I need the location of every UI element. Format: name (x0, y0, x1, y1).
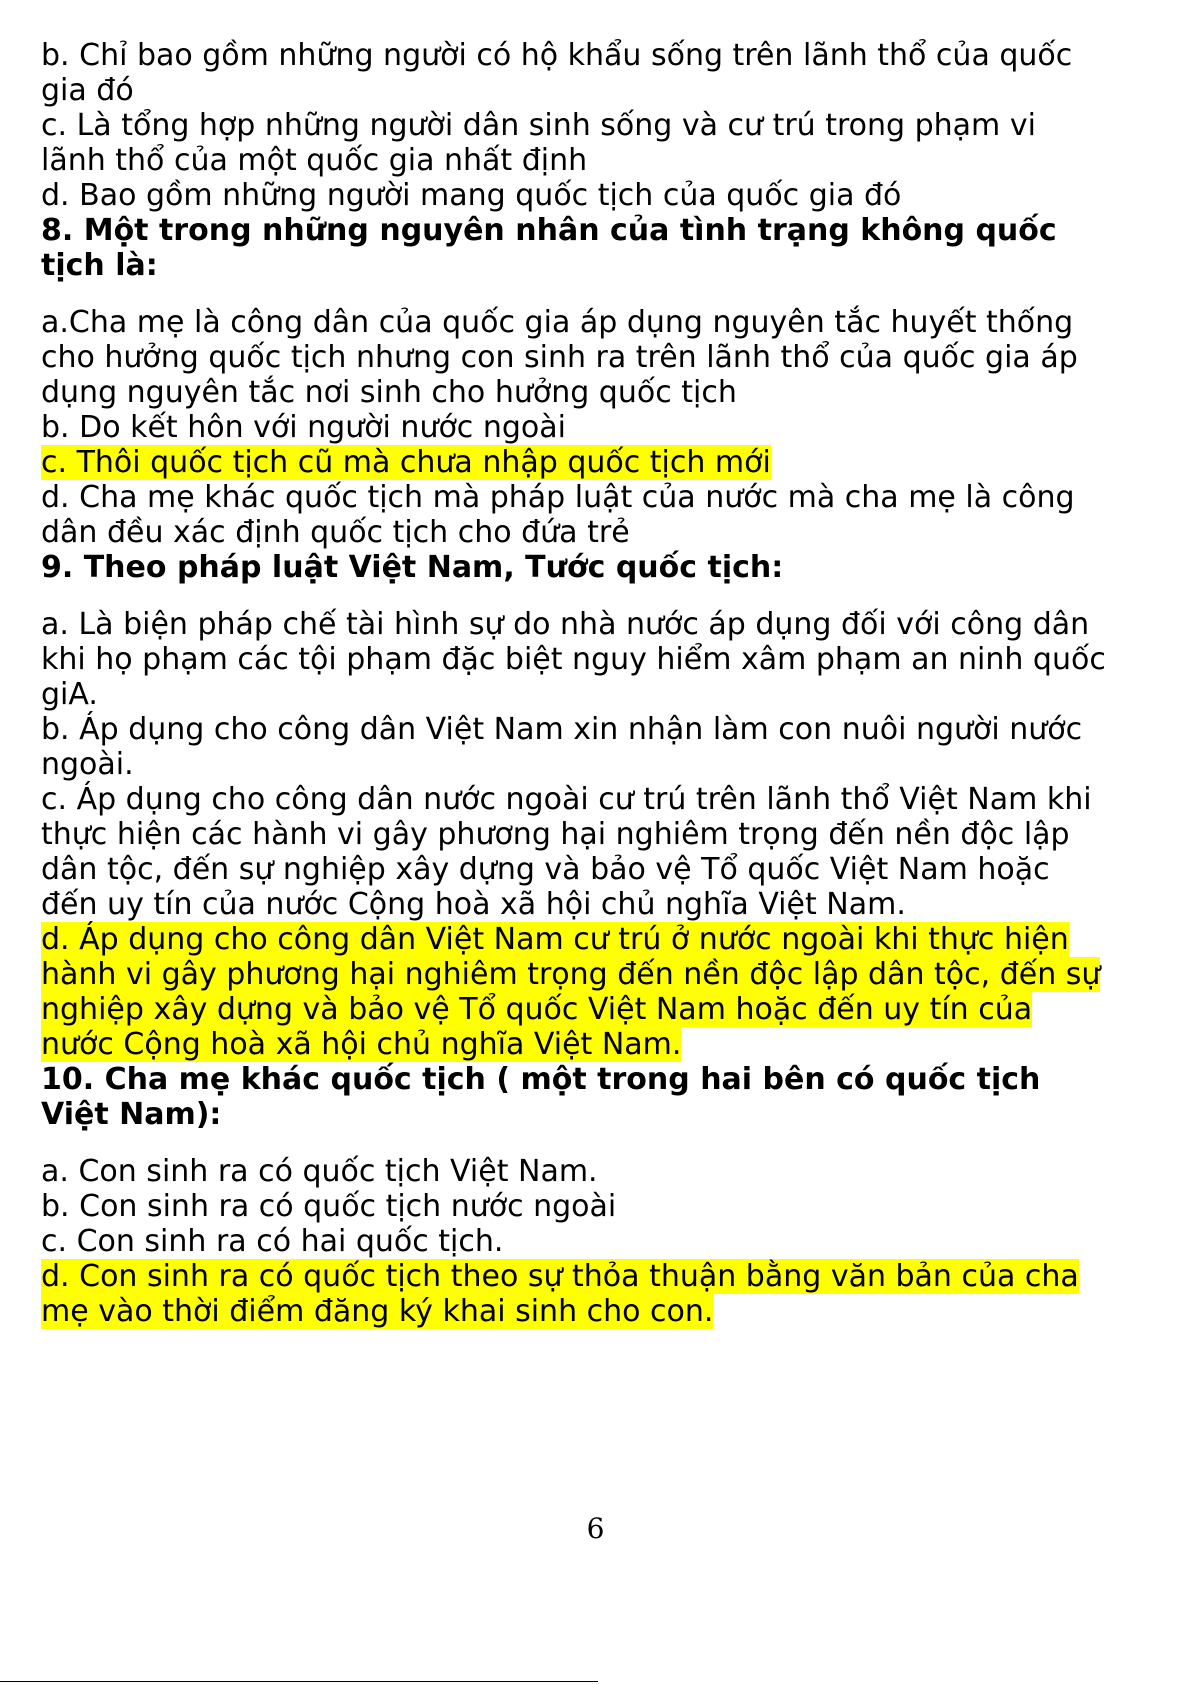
option-line: thực hiện các hành vi gây phương hại nghiêm trọng đến nền độc lập (41, 817, 1070, 852)
highlighted-answer: nghiệp xây dựng và bảo vệ Tổ quốc Việt Nam hoặc đến uy tín của (41, 992, 1033, 1027)
option-c (41, 108, 1161, 178)
option-c (41, 782, 1161, 922)
option-line: a.Cha mẹ là công dân của quốc gia áp dụng nguyên tắc huyết thống (41, 305, 1074, 340)
document-page (41, 38, 1161, 1329)
option-line: b. Chỉ bao gồm những người có hộ khẩu sống trên lãnh thổ của quốc (41, 38, 1073, 73)
question-title: 8. Một trong những nguyên nhân của tình trạng không quốc (41, 213, 1057, 248)
option-d-answer (41, 1259, 1161, 1329)
highlighted-answer: nước Cộng hoà xã hội chủ nghĩa Việt Nam. (41, 1027, 682, 1062)
option-line: dân tộc, đến sự nghiệp xây dựng và bảo vệ Tổ quốc Việt Nam hoặc (41, 852, 1050, 887)
option-d (41, 178, 1161, 213)
question-title: 10. Cha mẹ khác quốc tịch ( một trong hai bên có quốc tịch (41, 1062, 1041, 1097)
option-line: d. Bao gồm những người mang quốc tịch của quốc gia đó (41, 178, 902, 213)
option-line: b. Do kết hôn với người nước ngoài (41, 410, 566, 445)
option-line: c. Áp dụng cho công dân nước ngoài cư trú trên lãnh thổ Việt Nam khi (41, 782, 1092, 817)
option-line: ngoài. (41, 747, 134, 782)
option-line: cho hưởng quốc tịch nhưng con sinh ra trên lãnh thổ của quốc gia áp (41, 340, 1078, 375)
continued-options (41, 38, 1161, 213)
option-line: gia đó (41, 73, 134, 108)
highlighted-answer: d. Áp dụng cho công dân Việt Nam cư trú ở nước ngoài khi thực hiện (41, 922, 1069, 957)
option-line: giA. (41, 677, 98, 712)
highlighted-answer: mẹ vào thời điểm đăng ký khai sinh cho con. (41, 1294, 714, 1329)
question-title: 9. Theo pháp luật Việt Nam, Tước quốc tịch: (41, 550, 784, 585)
option-line: a. Là biện pháp chế tài hình sự do nhà nước áp dụng đối với công dân (41, 607, 1090, 642)
question-10 (41, 1062, 1161, 1329)
option-b (41, 712, 1161, 782)
option-line: b. Con sinh ra có quốc tịch nước ngoài (41, 1189, 617, 1224)
question-9 (41, 550, 1161, 1062)
option-a (41, 607, 1161, 712)
option-line: b. Áp dụng cho công dân Việt Nam xin nhận làm con nuôi người nước (41, 712, 1083, 747)
option-b (41, 38, 1161, 108)
option-line: c. Con sinh ra có hai quốc tịch. (41, 1224, 504, 1259)
option-line: dụng nguyên tắc nơi sinh cho hưởng quốc tịch (41, 375, 737, 410)
option-line: dân đều xác định quốc tịch cho đứa trẻ (41, 515, 630, 550)
highlighted-answer: c. Thôi quốc tịch cũ mà chưa nhập quốc tịch mới (41, 445, 771, 480)
footer-divider (0, 1681, 598, 1682)
highlighted-answer: hành vi gây phương hại nghiêm trọng đến nền độc lập dân tộc, đến sự (41, 957, 1101, 992)
option-line: d. Cha mẹ khác quốc tịch mà pháp luật của nước mà cha mẹ là công (41, 480, 1075, 515)
option-line: c. Là tổng hợp những người dân sinh sống và cư trú trong phạm vi (41, 108, 1036, 143)
question-title: Việt Nam): (41, 1097, 222, 1132)
question-8 (41, 213, 1161, 550)
option-line: a. Con sinh ra có quốc tịch Việt Nam. (41, 1154, 598, 1189)
option-a (41, 1154, 1161, 1189)
option-b (41, 1189, 1161, 1224)
option-c-answer (41, 445, 1161, 480)
option-line: lãnh thổ của một quốc gia nhất định (41, 143, 588, 178)
option-a (41, 305, 1161, 410)
page-number: 6 (586, 1512, 605, 1545)
option-b (41, 410, 1161, 445)
question-title: tịch là: (41, 248, 158, 283)
option-d-answer (41, 922, 1161, 1062)
option-d (41, 480, 1161, 550)
option-line: đến uy tín của nước Cộng hoà xã hội chủ nghĩa Việt Nam. (41, 887, 906, 922)
highlighted-answer: d. Con sinh ra có quốc tịch theo sự thỏa thuận bằng văn bản của cha (41, 1259, 1079, 1294)
option-c (41, 1224, 1161, 1259)
option-line: khi họ phạm các tội phạm đặc biệt nguy hiểm xâm phạm an ninh quốc (41, 642, 1106, 677)
